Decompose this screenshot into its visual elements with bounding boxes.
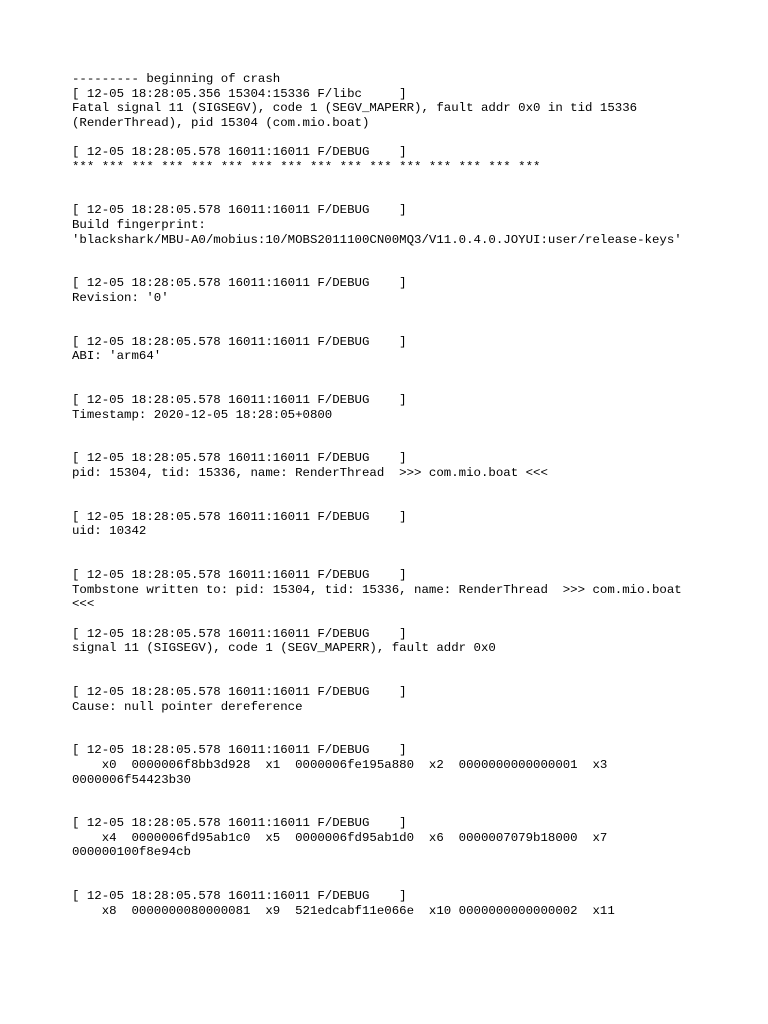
uid-line: uid: 10342 <box>72 524 147 539</box>
registers-line-2b: 000000100f8e94cb <box>72 845 191 860</box>
star-separator: *** *** *** *** *** *** *** *** *** *** *** *** *** *** *** *** <box>72 159 541 174</box>
log-tag-debug: [ 12-05 18:28:05.578 16011:16011 F/DEBUG ] <box>72 203 407 218</box>
fatal-signal-line-1: Fatal signal 11 (SIGSEGV), code 1 (SEGV_MAPERR), fault addr 0x0 in tid 15336 <box>72 101 638 116</box>
log-tag-debug: [ 12-05 18:28:05.578 16011:16011 F/DEBUG ] <box>72 626 407 641</box>
signal-line: signal 11 (SIGSEGV), code 1 (SEGV_MAPERR), fault addr 0x0 <box>72 641 496 656</box>
log-tag-libc: [ 12-05 18:28:05.356 15304:15336 F/libc ] <box>72 86 407 101</box>
registers-line-3a: x8 0000000080000081 x9 521edcabf11e066e x10 0000000000000002 x11 <box>72 903 615 918</box>
log-tag-debug: [ 12-05 18:28:05.578 16011:16011 F/DEBUG ] <box>72 451 407 466</box>
registers-line-1b: 0000006f54423b30 <box>72 772 191 787</box>
fatal-signal-line-2: (RenderThread), pid 15304 (com.mio.boat) <box>72 115 370 130</box>
build-fingerprint-label: Build fingerprint: <box>72 217 206 232</box>
log-tag-debug: [ 12-05 18:28:05.578 16011:16011 F/DEBUG ] <box>72 276 407 291</box>
log-tag-debug: [ 12-05 18:28:05.578 16011:16011 F/DEBUG ] <box>72 393 407 408</box>
log-tag-debug: [ 12-05 18:28:05.578 16011:16011 F/DEBUG ] <box>72 816 407 831</box>
crash-header: --------- beginning of crash <box>72 72 281 86</box>
cause-line: Cause: null pointer dereference <box>72 699 303 714</box>
build-fingerprint-value: 'blackshark/MBU-A0/mobius:10/MOBS2011100CN00MQ3/V11.0.4.0.JOYUI:user/release-keys' <box>72 232 682 247</box>
log-tag-debug: [ 12-05 18:28:05.578 16011:16011 F/DEBUG ] <box>72 743 407 758</box>
abi-line: ABI: 'arm64' <box>72 349 162 364</box>
pid-line: pid: 15304, tid: 15336, name: RenderThread >>> com.mio.boat <<< <box>72 466 548 481</box>
log-tag-debug: [ 12-05 18:28:05.578 16011:16011 F/DEBUG ] <box>72 509 407 524</box>
timestamp-line: Timestamp: 2020-12-05 18:28:05+0800 <box>72 407 333 422</box>
registers-line-2a: x4 0000006fd95ab1c0 x5 0000006fd95ab1d0 x6 0000007079b18000 x7 <box>72 830 608 845</box>
log-tag-debug: [ 12-05 18:28:05.578 16011:16011 F/DEBUG ] <box>72 568 407 583</box>
crash-log-document <box>72 72 712 918</box>
revision-line: Revision: '0' <box>72 290 169 305</box>
log-tag-debug: [ 12-05 18:28:05.578 16011:16011 F/DEBUG ] <box>72 684 407 699</box>
log-tag-debug: [ 12-05 18:28:05.578 16011:16011 F/DEBUG ] <box>72 144 407 159</box>
log-tag-debug: [ 12-05 18:28:05.578 16011:16011 F/DEBUG ] <box>72 334 407 349</box>
tombstone-line-2: <<< <box>72 597 95 612</box>
log-tag-debug: [ 12-05 18:28:05.578 16011:16011 F/DEBUG ] <box>72 889 407 904</box>
tombstone-line-1: Tombstone written to: pid: 15304, tid: 15336, name: RenderThread >>> com.mio.boat <box>72 582 682 597</box>
registers-line-1a: x0 0000006f8bb3d928 x1 0000006fe195a880 x2 0000000000000001 x3 <box>72 757 608 772</box>
